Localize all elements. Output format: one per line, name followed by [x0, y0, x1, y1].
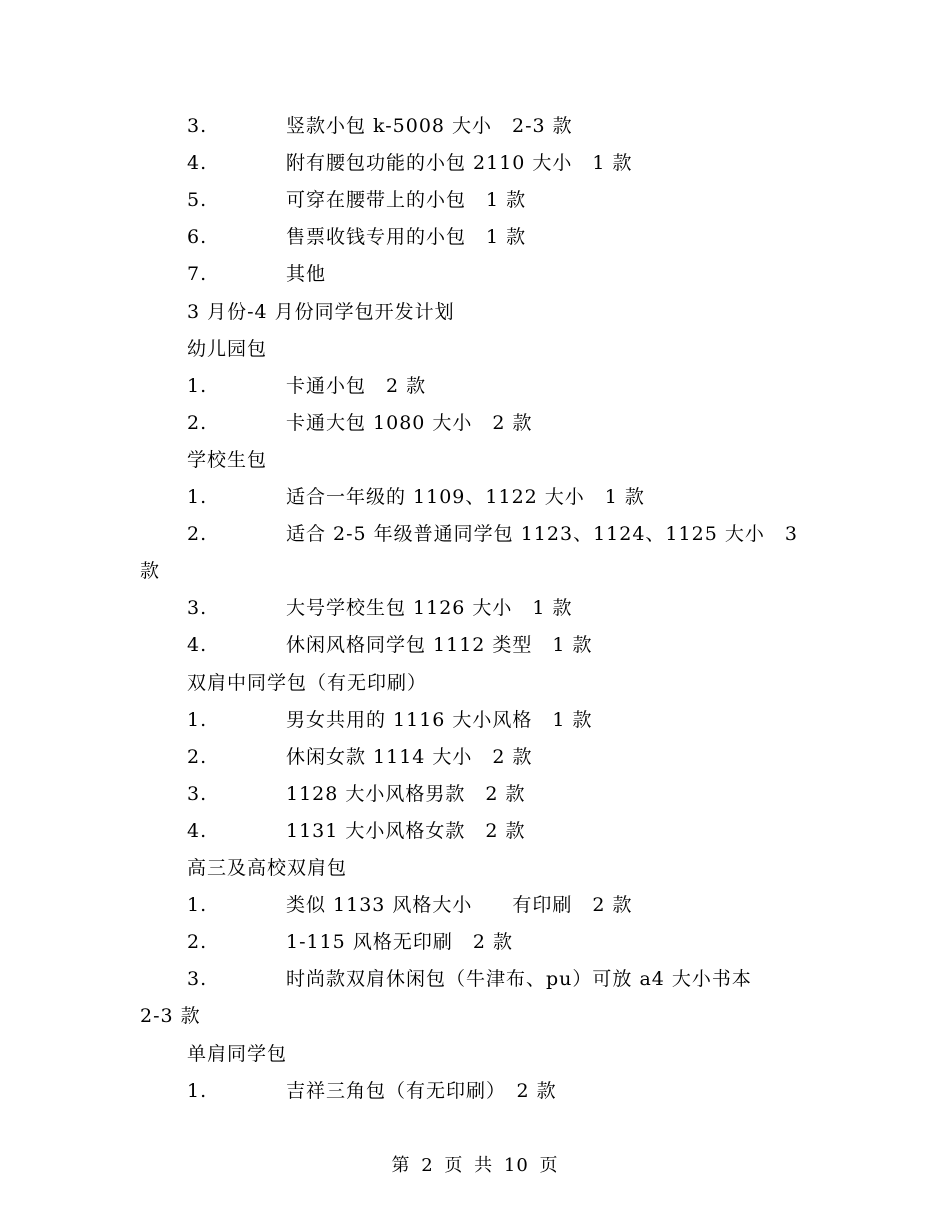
list-item-text: 可穿在腰带上的小包 1 款	[286, 189, 527, 211]
list-item-number: 4.	[187, 634, 208, 656]
list-item-number: 4.	[187, 152, 208, 174]
section-heading	[0, 337, 950, 374]
list-item-text: 1131 大小风格女款 2 款	[286, 820, 526, 842]
section-heading-text: 学校生包	[187, 449, 268, 471]
list-item	[0, 1079, 950, 1116]
list-item-text: 其他	[286, 263, 327, 285]
list-item-text: 男女共用的 1116 大小风格 1 款	[286, 709, 593, 731]
list-item-text: 大号学校生包 1126 大小 1 款	[286, 597, 573, 619]
section-heading	[0, 1042, 950, 1079]
list-item	[0, 745, 950, 782]
list-item	[0, 114, 950, 151]
list-item-number: 3.	[187, 968, 208, 990]
list-item-number: 1.	[187, 709, 208, 731]
list-item-number: 2.	[187, 931, 208, 953]
list-item	[0, 374, 950, 411]
list-item-number: 6.	[187, 226, 208, 248]
section-heading-text: 3 月份-4 月份同学包开发计划	[187, 301, 455, 323]
list-item	[0, 819, 950, 856]
section-heading-text: 单肩同学包	[187, 1043, 288, 1065]
footer-prefix: 第	[391, 1155, 411, 1176]
continuation-line	[0, 559, 950, 596]
list-item-text: 1128 大小风格男款 2 款	[286, 783, 526, 805]
footer-suffix: 页	[539, 1155, 559, 1176]
list-item-text: 适合一年级的 1109、1122 大小 1 款	[286, 486, 645, 508]
list-item	[0, 262, 950, 299]
section-heading	[0, 300, 950, 337]
list-item	[0, 596, 950, 633]
list-item	[0, 930, 950, 967]
list-item-text: 类似 1133 风格大小 有印刷 2 款	[286, 894, 633, 916]
continuation-text: 款	[140, 560, 161, 582]
list-item	[0, 522, 950, 559]
list-item-text: 售票收钱专用的小包 1 款	[286, 226, 527, 248]
list-item	[0, 485, 950, 522]
section-heading	[0, 448, 950, 485]
list-item	[0, 151, 950, 188]
section-heading-text: 高三及高校双肩包	[187, 857, 348, 879]
list-item-number: 7.	[187, 263, 208, 285]
page-footer	[0, 1154, 950, 1178]
list-item-text: 卡通小包 2 款	[286, 375, 427, 397]
footer-current-page: 2	[421, 1155, 434, 1176]
footer-total-pages: 10	[503, 1155, 529, 1176]
section-heading-text: 双肩中同学包（有无印刷）	[187, 672, 428, 694]
list-item-number: 1.	[187, 486, 208, 508]
list-item-number: 3.	[187, 597, 208, 619]
list-item-text: 1-115 风格无印刷 2 款	[286, 931, 513, 953]
list-item-number: 1.	[187, 375, 208, 397]
list-item-text: 吉祥三角包（有无印刷） 2 款	[286, 1080, 557, 1102]
list-item-number: 5.	[187, 189, 208, 211]
list-item-text: 适合 2-5 年级普通同学包 1123、1124、1125 大小 3	[286, 523, 798, 545]
list-item	[0, 633, 950, 670]
list-item-text: 竖款小包 k-5008 大小 2-3 款	[286, 115, 573, 137]
list-item-number: 2.	[187, 523, 208, 545]
list-item	[0, 225, 950, 262]
list-item	[0, 893, 950, 930]
list-item-number: 4.	[187, 820, 208, 842]
list-item-number: 2.	[187, 746, 208, 768]
list-item-number: 1.	[187, 1080, 208, 1102]
list-item	[0, 188, 950, 225]
list-item-text: 附有腰包功能的小包 2110 大小 1 款	[286, 152, 633, 174]
section-heading	[0, 671, 950, 708]
footer-page-word: 页	[444, 1155, 464, 1176]
list-item-text: 休闲女款 1114 大小 2 款	[286, 746, 533, 768]
footer-total-word: 共	[474, 1155, 494, 1176]
section-heading-text: 幼儿园包	[187, 338, 268, 360]
list-item	[0, 411, 950, 448]
list-item	[0, 967, 950, 1004]
list-item	[0, 708, 950, 745]
continuation-line	[0, 1004, 950, 1041]
list-item-number: 3.	[187, 115, 208, 137]
list-item	[0, 782, 950, 819]
section-heading	[0, 856, 950, 893]
list-item-text: 卡通大包 1080 大小 2 款	[286, 412, 533, 434]
list-item-text: 休闲风格同学包 1112 类型 1 款	[286, 634, 593, 656]
list-item-number: 2.	[187, 412, 208, 434]
continuation-text: 2-3 款	[140, 1005, 201, 1027]
list-item-number: 3.	[187, 783, 208, 805]
list-item-number: 1.	[187, 894, 208, 916]
list-item-text: 时尚款双肩休闲包（牛津布、pu）可放 a4 大小书本	[286, 968, 752, 990]
